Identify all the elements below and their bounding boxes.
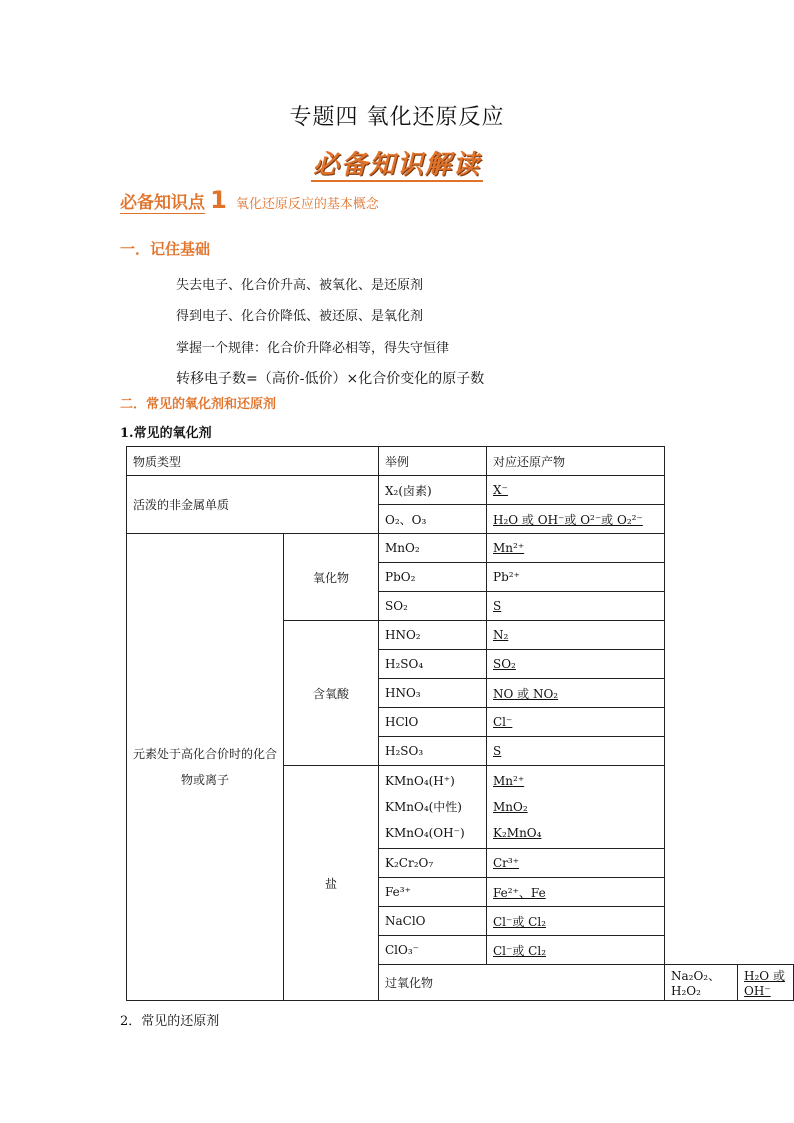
product-cell: Pb²⁺ (487, 563, 665, 592)
example-cell: Na₂O₂、H₂O₂ (665, 965, 738, 1001)
product-cell: H₂O 或 OH⁻ (738, 965, 794, 1001)
knowledge-point-label: 必备知识点 (120, 193, 205, 213)
product-cell: X⁻ (487, 476, 665, 505)
type-cell: 元素处于高化合价时的化合物或离子 (127, 534, 284, 1001)
oxidants-table (126, 446, 794, 1001)
basic-line: 转移电子数=（高价-低价）×化合价变化的原子数 (176, 371, 485, 387)
product-cell: SO₂ (487, 650, 665, 679)
product-cell: Mn²⁺ MnO₂ K₂MnO₄ (487, 766, 665, 849)
subtype-cell: 盐 (284, 766, 379, 1001)
basic-line: 得到电子、化合价降低、被还原、是氧化剂 (176, 309, 424, 324)
type-cell: 过氧化物 (379, 965, 665, 1001)
subtype-cell: 含氧酸 (284, 621, 379, 766)
header-cell: 物质类型 (127, 447, 379, 476)
product-cell: Cl⁻ (487, 708, 665, 737)
page-title: 专题四 氧化还原反应 (289, 105, 505, 130)
knowledge-point-number: 1 (210, 186, 227, 214)
example-cell: HClO (379, 708, 487, 737)
reductants-subheading: 2．常见的还原剂 (120, 1014, 220, 1029)
example-cell: SO₂ (379, 592, 487, 621)
example-cell: X₂(卤素) (379, 476, 487, 505)
product-cell: S (487, 592, 665, 621)
example-cell: Fe³⁺ (379, 878, 487, 907)
subtype-cell: 氧化物 (284, 534, 379, 621)
section1-heading: 一．记住基础 (120, 240, 211, 258)
knowledge-point-topic: 氧化还原反应的基本概念 (235, 197, 379, 212)
knowledge-point-header (120, 186, 379, 214)
example-cell: PbO₂ (379, 563, 487, 592)
example-cell: NaClO (379, 907, 487, 936)
product-cell: NO 或 NO₂ (487, 679, 665, 708)
table-header-row (127, 447, 794, 476)
section2-heading: 二．常见的氧化剂和还原剂 (120, 397, 277, 412)
header-cell: 对应还原产物 (487, 447, 665, 476)
example-cell: MnO₂ (379, 534, 487, 563)
product-cell: N₂ (487, 621, 665, 650)
example-cell: HNO₃ (379, 679, 487, 708)
type-cell: 活泼的非金属单质 (127, 476, 379, 534)
example-cell: HNO₂ (379, 621, 487, 650)
basic-line: 掌握一个规律：化合价升降必相等，得失守恒律 (176, 341, 450, 356)
table-row (127, 534, 794, 563)
oxidants-subheading: 1.常见的氧化剂 (120, 426, 212, 441)
section-banner: 必备知识解读 (312, 150, 481, 180)
product-cell: S (487, 737, 665, 766)
example-cell: ClO₃⁻ (379, 936, 487, 965)
header-cell: 举例 (379, 447, 487, 476)
product-cell: Fe²⁺、Fe (487, 878, 665, 907)
basic-line: 失去电子、化合价升高、被氧化、是还原剂 (176, 278, 424, 293)
table-row (127, 476, 794, 505)
product-cell: Mn²⁺ (487, 534, 665, 563)
product-cell: Cl⁻或 Cl₂ (487, 907, 665, 936)
example-cell: K₂Cr₂O₇ (379, 849, 487, 878)
example-cell: KMnO₄(H⁺) KMnO₄(中性) KMnO₄(OH⁻) (379, 766, 487, 849)
product-cell: Cl⁻或 Cl₂ (487, 936, 665, 965)
product-cell: H₂O 或 OH⁻或 O²⁻或 O₂²⁻ (487, 505, 665, 534)
example-cell: H₂SO₄ (379, 650, 487, 679)
product-cell: Cr³⁺ (487, 849, 665, 878)
example-cell: O₂、O₃ (379, 505, 487, 534)
example-cell: H₂SO₃ (379, 737, 487, 766)
